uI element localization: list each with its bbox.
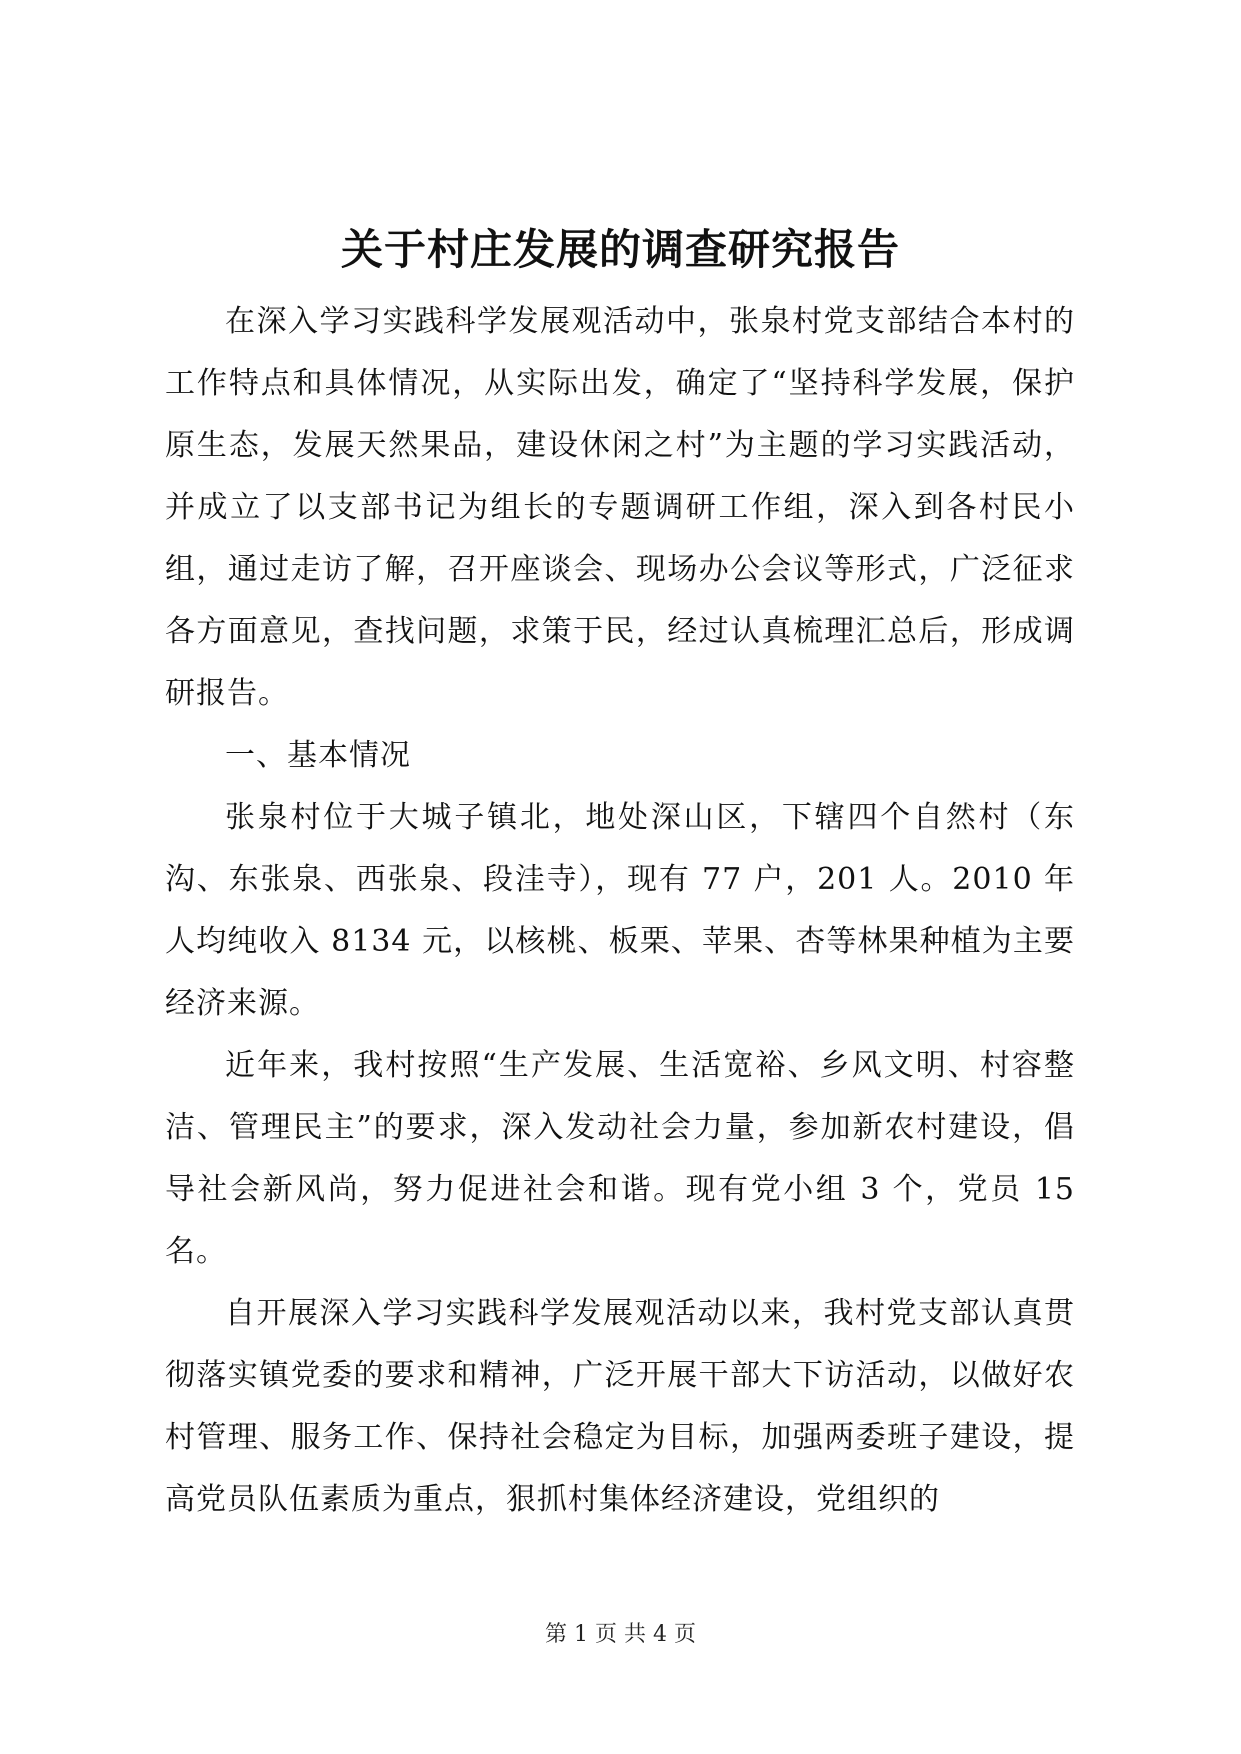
paragraph-intro: 在深入学习实践科学发展观活动中，张泉村党支部结合本村的工作特点和具体情况，从实际出发，确定了“坚持科学发展，保护原生态，发展天然果品，建设休闲之村”为主题的学习实践活动，并成立了以支部书记为组长的专题调研工作组，深入到各村民小组，通过走访了解，召开座谈会、现场办公会议等形式，广泛征求各方面意见，查找问题，求策于民，经过认真梳理汇总后，形成调研报告。	[165, 304, 1075, 711]
document-title: 关于村庄发展的调查研究报告	[340, 225, 900, 274]
paragraph-recent-years: 近年来，我村按照“生产发展、生活宽裕、乡风文明、村容整洁、管理民主”的要求，深入发动社会力量，参加新农村建设，倡导社会新风尚，努力促进社会和谐。现有党小组 3 个，党员 15 名。	[165, 1048, 1075, 1269]
paragraph-village-overview: 张泉村位于大城子镇北，地处深山区，下辖四个自然村（东沟、东张泉、西张泉、段洼寺），现有 77 户，201 人。2010 年人均纯收入 8134 元，以核桃、板栗、苹果、杏等林果种植为主要经济来源。	[165, 800, 1075, 1021]
paragraph-party-work: 自开展深入学习实践科学发展观活动以来，我村党支部认真贯彻落实镇党委的要求和精神，广泛开展干部大下访活动，以做好农村管理、服务工作、保持社会稳定为目标，加强两委班子建设，提高党员队伍素质为重点，狠抓村集体经济建设，党组织的	[165, 1296, 1075, 1517]
document-body	[165, 291, 1075, 1531]
page-number-footer: 第 1 页 共 4 页	[545, 1622, 696, 1647]
section-heading-basic-situation: 一、基本情况	[225, 738, 411, 773]
